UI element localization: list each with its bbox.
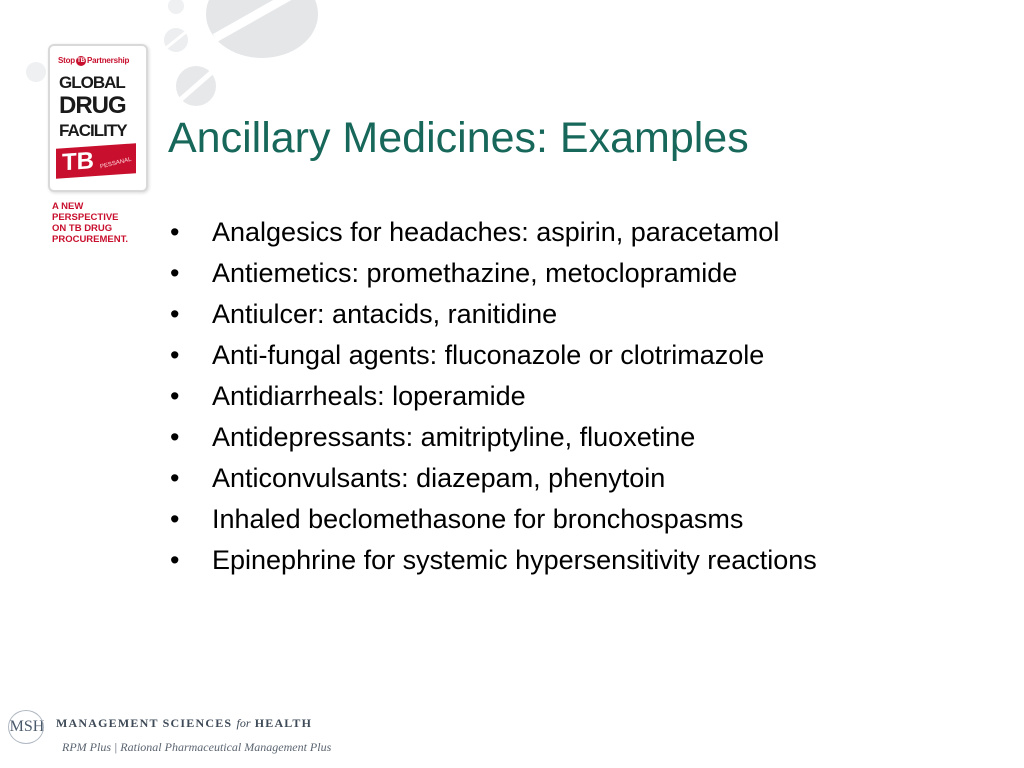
bullet-dot: •: [170, 299, 180, 329]
bullet-text: Antiulcer: antacids, ranitidine: [212, 299, 558, 329]
pill-large: [206, 0, 318, 58]
bullet-dot: •: [170, 463, 180, 493]
bullet-item: [170, 339, 930, 371]
program-name: RPM Plus | Rational Pharmaceutical Management Plus: [62, 740, 332, 754]
pill-small: [164, 28, 188, 52]
bullet-text: Inhaled beclomethasone for bronchospasms: [212, 504, 744, 534]
bullet-item: [170, 544, 930, 576]
bullet-text: Antidepressants: amitriptyline, fluoxetine: [212, 422, 696, 452]
bullet-item: [170, 216, 930, 248]
bullet-item: [170, 298, 930, 330]
logo-word-drug: DRUG: [59, 92, 126, 119]
organization-name: [56, 716, 312, 731]
logo-word-facility: FACILITY: [59, 121, 127, 140]
bullet-dot: •: [170, 545, 180, 575]
bullet-text: Anti-fungal agents: fluconazole or clotrimazole: [212, 340, 765, 370]
bullet-text: Analgesics for headaches: aspirin, paracetamol: [212, 217, 780, 247]
bullet-text: Antiemetics: promethazine, metoclopramide: [212, 258, 738, 288]
stop-tb-partnership-label: [58, 56, 129, 66]
logo-word-global: GLOBAL: [59, 73, 125, 92]
pill-left: [26, 62, 46, 82]
bullet-dot: •: [170, 422, 180, 452]
global-drug-facility-logo: [48, 44, 148, 192]
org-name-part2: HEALTH: [254, 716, 313, 730]
bullet-item: [170, 462, 930, 494]
bullet-dot: •: [170, 217, 180, 247]
bullet-text: Anticonvulsants: diazepam, phenytoin: [212, 463, 666, 493]
msh-logo: [6, 706, 48, 748]
bullet-list: [170, 216, 930, 585]
tb-dot-icon: TB: [77, 58, 85, 64]
bullet-dot: •: [170, 258, 180, 288]
bullet-dot: •: [170, 381, 180, 411]
footer: [6, 704, 406, 760]
bullet-item: [170, 503, 930, 535]
pill-medium: [176, 66, 216, 106]
bullet-text: Epinephrine for systemic hypersensitivity reactions: [212, 545, 817, 575]
bullet-item: [170, 380, 930, 412]
pill-tiny: [168, 0, 184, 14]
logo-tb-text: TB: [62, 147, 94, 177]
logo-tb-badge: [56, 143, 136, 179]
bullet-dot: •: [170, 504, 180, 534]
slide-title: Ancillary Medicines: Examples: [168, 114, 749, 162]
bullet-item: [170, 257, 930, 289]
org-name-part1: MANAGEMENT SCIENCES: [56, 716, 233, 730]
bullet-dot: •: [170, 340, 180, 370]
org-name-for: for: [236, 716, 251, 730]
partnership-prefix: Stop: [58, 56, 75, 66]
msh-ring-icon: [8, 710, 44, 744]
logo-stamp: PESSANAL: [100, 156, 133, 171]
bullet-item: [170, 421, 930, 453]
bullet-text: Antidiarrheals: loperamide: [212, 381, 526, 411]
msh-mark-text: MSH: [9, 718, 45, 735]
partnership-suffix: Partnership: [86, 56, 130, 66]
logo-tagline: A NEW PERSPECTIVE ON TB DRUG PROCUREMENT.: [52, 201, 129, 245]
